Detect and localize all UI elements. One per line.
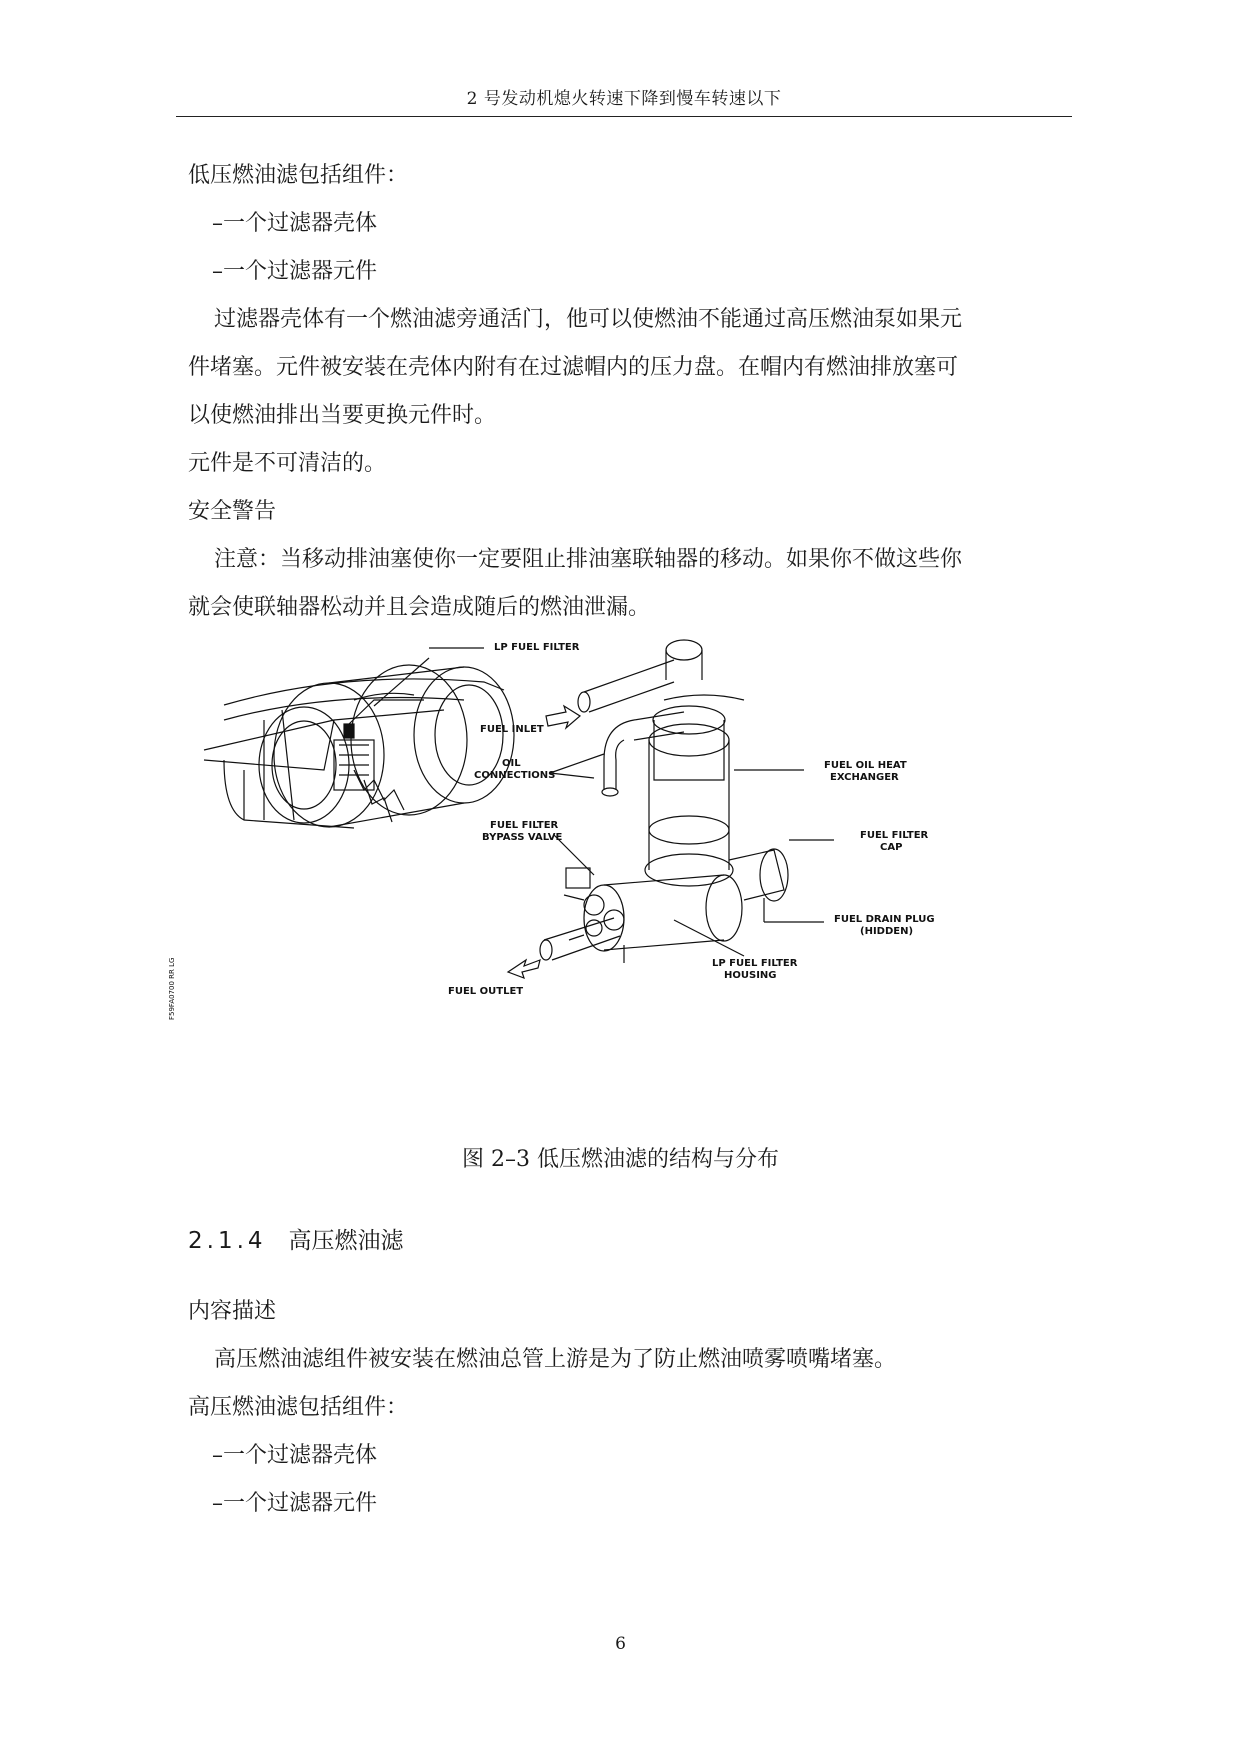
section-heading	[188, 1222, 404, 1255]
non-cleanable-note: 元件是不可清洁的。	[188, 451, 387, 476]
label-lp-fuel-filter-housing-1: LP FUEL FILTER	[712, 958, 798, 969]
label-lp-fuel-filter-housing-2: HOUSING	[724, 970, 777, 981]
running-header: 2 号发动机熄火转速下降到慢车转速以下	[466, 89, 782, 109]
safety-warning-title: 安全警告	[188, 499, 277, 524]
hp-filter-intro: 高压燃油滤包括组件：	[188, 1395, 409, 1420]
label-oil-connections-1: OIL	[502, 758, 521, 769]
label-fuel-filter-bypass-1: FUEL FILTER	[490, 820, 559, 831]
lp-filter-para-line3: 以使燃油排出当要更换元件时。	[188, 403, 497, 428]
section-title: 高压燃油滤	[288, 1228, 404, 1254]
warning-line2: 就会使联轴器松动并且会造成随后的燃油泄漏。	[188, 595, 651, 620]
lp-filter-item-element: –一个过滤器元件	[212, 259, 378, 284]
lp-filter-item-housing: –一个过滤器壳体	[212, 211, 378, 236]
page-number: 6	[615, 1634, 626, 1654]
lp-filter-para-line1: 过滤器壳体有一个燃油滤旁通活门，他可以使燃油不能通过高压燃油泵如果元	[214, 307, 963, 332]
lp-fuel-filter-figure	[168, 642, 1064, 1120]
hp-filter-item-housing: –一个过滤器壳体	[212, 1443, 378, 1468]
engine-nacelle-drawing	[204, 665, 514, 828]
label-fuel-filter-cap-1: FUEL FILTER	[860, 830, 929, 841]
label-fuel-drain-plug-2: (HIDDEN)	[860, 926, 914, 937]
label-oil-connections-2: CONNECTIONS	[474, 770, 556, 781]
hp-desc-title: 内容描述	[188, 1299, 277, 1324]
label-fuel-inlet: FUEL INLET	[480, 724, 544, 735]
section-number: 2.1.4	[188, 1228, 267, 1254]
label-fuel-drain-plug-1: FUEL DRAIN PLUG	[834, 914, 935, 925]
label-fuel-oil-heat-1: FUEL OIL HEAT	[824, 760, 907, 771]
figure-caption: 图 2–3 低压燃油滤的结构与分布	[462, 1147, 779, 1172]
lp-filter-intro: 低压燃油滤包括组件：	[188, 163, 409, 188]
label-fuel-filter-cap-2: CAP	[880, 842, 903, 853]
hp-filter-item-element: –一个过滤器元件	[212, 1491, 378, 1516]
label-fuel-outlet: FUEL OUTLET	[448, 986, 524, 997]
warning-line1: 注意：当移动排油塞使你一定要阻止排油塞联轴器的移动。如果你不做这些你	[214, 547, 963, 572]
label-fuel-oil-heat-2: EXCHANGER	[830, 772, 899, 783]
figure-side-code: F59FA0700 RR LG	[168, 957, 176, 1020]
lp-filter-para-line2: 件堵塞。元件被安装在壳体内附有在过滤帽内的压力盘。在帽内有燃油排放塞可	[188, 355, 959, 380]
header-rule	[176, 116, 1072, 117]
label-fuel-filter-bypass-2: BYPASS VALVE	[482, 832, 563, 843]
label-lp-fuel-filter: LP FUEL FILTER	[494, 642, 580, 653]
hp-desc-text: 高压燃油滤组件被安装在燃油总管上游是为了防止燃油喷雾喷嘴堵塞。	[214, 1347, 897, 1372]
filter-assembly-drawing	[540, 640, 788, 963]
